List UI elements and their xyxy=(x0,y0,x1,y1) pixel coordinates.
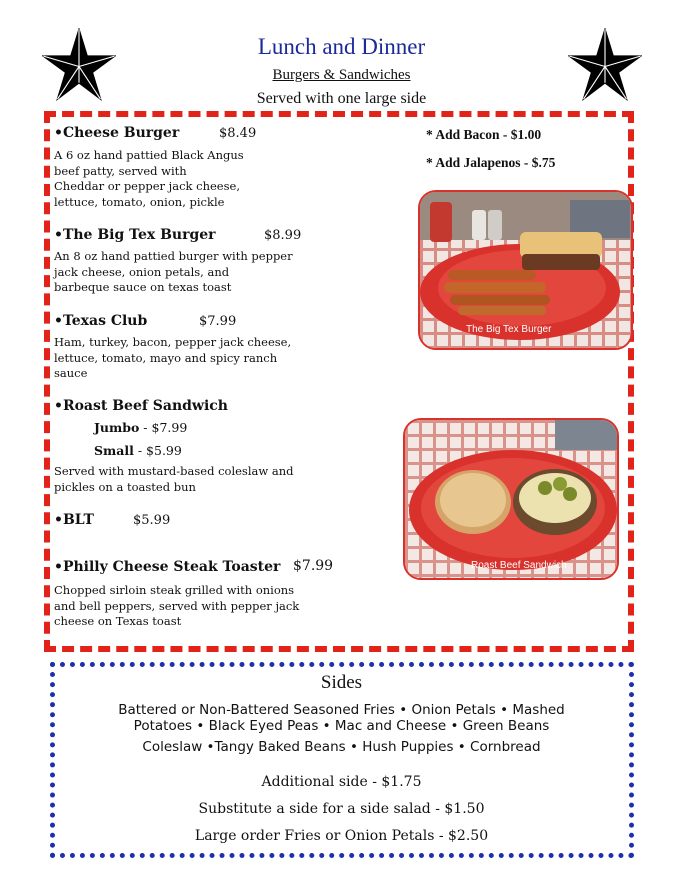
size-price: - $5.99 xyxy=(137,443,182,458)
item-description-philly-cheese-steak xyxy=(54,583,344,630)
photo-roast-beef-sandwich xyxy=(403,418,619,580)
sides-line: Coleslaw •Tangy Baked Beans • Hush Puppies • Cornbread xyxy=(142,739,541,755)
description-line: lettuce, tomato, mayo and spicy ranch xyxy=(54,350,278,365)
description-line: beef patty, served with xyxy=(54,163,187,178)
extra-large-order: Large order Fries or Onion Petals - $2.50 xyxy=(194,828,489,844)
page-title: Lunch and Dinner xyxy=(257,34,426,59)
description-line: A 6 oz hand pattied Black Angus xyxy=(54,148,244,162)
description-line: pickles on a toasted bun xyxy=(54,479,196,494)
section-subtitle: Burgers & Sandwiches xyxy=(272,67,411,83)
item-name-cheese-burger: •Cheese Burger xyxy=(54,125,180,141)
item-price-texas-club: $7.99 xyxy=(199,314,237,329)
addon-bacon: * Add Bacon - $1.00 xyxy=(426,127,542,142)
photo-caption: Roast Beef Sandwich xyxy=(471,560,567,571)
extra-side-salad: Substitute a side for a side salad - $1.50 xyxy=(198,801,485,817)
sides-title: Sides xyxy=(320,672,363,693)
item-description-roast-beef-sandwich xyxy=(54,464,344,495)
item-name-blt: •BLT xyxy=(54,512,94,528)
item-price-big-tex-burger: $8.99 xyxy=(264,228,302,243)
description-line: jack cheese, onion petals, and xyxy=(54,264,230,279)
sides-line: Potatoes • Black Eyed Peas • Mac and Cheese • Green Beans xyxy=(133,718,550,734)
sandwich-photo-image xyxy=(405,420,619,580)
description-line: barbeque sauce on texas toast xyxy=(54,280,232,294)
description-line: lettuce, tomato, onion, pickle xyxy=(54,194,225,209)
sides-list xyxy=(80,700,603,757)
item-description-cheese-burger xyxy=(54,148,294,210)
sides-line: Battered or Non-Battered Seasoned Fries • Onion Petals • Mashed xyxy=(118,702,565,718)
size-option-small xyxy=(94,443,182,458)
description-line: cheese on Texas toast xyxy=(54,614,182,628)
description-line: and bell peppers, served with pepper jack xyxy=(54,598,300,613)
description-line: Ham, turkey, bacon, pepper jack cheese, xyxy=(54,335,292,349)
description-line: An 8 oz hand pattied burger with pepper xyxy=(54,249,293,263)
size-label: Small xyxy=(94,443,134,458)
description-line: Served with mustard-based coleslaw and xyxy=(54,464,294,478)
item-price-blt: $5.99 xyxy=(133,513,171,528)
item-name-philly-cheese-steak: •Philly Cheese Steak Toaster xyxy=(54,559,281,575)
description-line: sauce xyxy=(54,366,88,380)
item-name-texas-club: •Texas Club xyxy=(54,313,148,329)
item-description-texas-club xyxy=(54,335,344,382)
served-with-note: Served with one large side xyxy=(256,90,427,107)
item-price-cheese-burger: $8.49 xyxy=(219,126,257,141)
photo-big-tex-burger xyxy=(418,190,633,350)
photo-caption: The Big Tex Burger xyxy=(466,324,552,335)
item-description-big-tex-burger xyxy=(54,249,344,296)
size-option-jumbo xyxy=(94,420,187,435)
size-label: Jumbo xyxy=(94,420,140,435)
description-line: Cheddar or pepper jack cheese, xyxy=(54,179,240,193)
description-line: Chopped sirloin steak grilled with onions xyxy=(54,583,295,597)
item-price-philly-cheese-steak: $7.99 xyxy=(293,558,334,574)
addon-jalapenos: * Add Jalapenos - $.75 xyxy=(426,155,556,170)
item-name-roast-beef-sandwich: •Roast Beef Sandwich xyxy=(54,398,228,414)
size-price: - $7.99 xyxy=(143,420,188,435)
extra-additional-side: Additional side - $1.75 xyxy=(261,774,422,790)
item-name-big-tex-burger: •The Big Tex Burger xyxy=(54,227,216,243)
